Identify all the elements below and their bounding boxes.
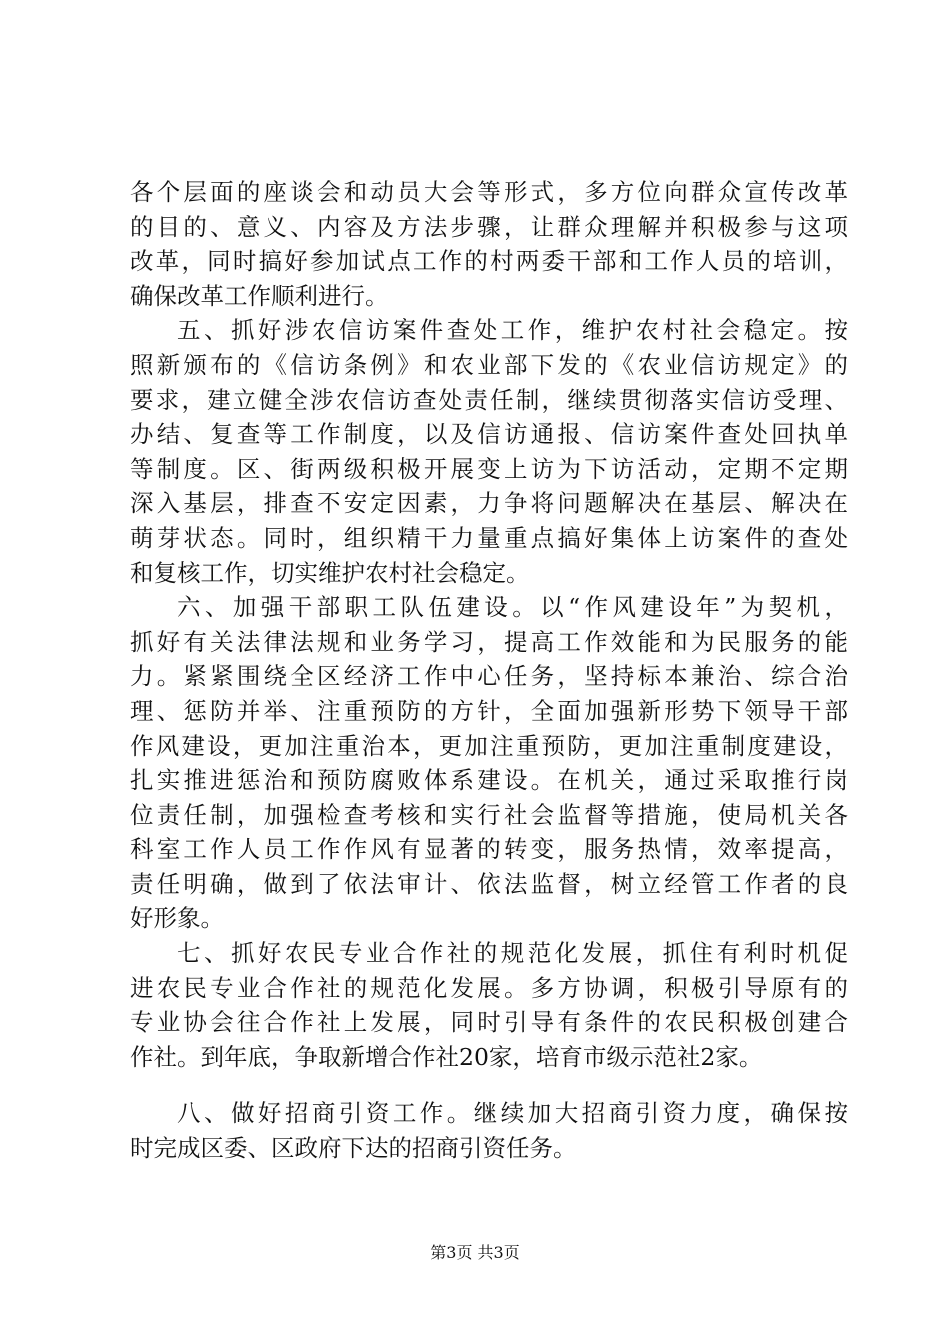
text-line: 要求，建立健全涉农信访查处责任制，继续贯彻落实信访受理、 <box>130 385 848 414</box>
text-line: 改革，同时搞好参加试点工作的村两委干部和工作人员的培训， <box>130 247 848 276</box>
text-line: 作风建设，更加注重治本，更加注重预防，更加注重制度建设， <box>130 731 848 760</box>
text-line: 深入基层，排查不安定因素，力争将问题解决在基层、解决在 <box>130 489 848 518</box>
text-line: 好形象。 <box>130 904 224 933</box>
paragraph-intro-continued <box>130 175 848 313</box>
document-body <box>130 175 848 1166</box>
text-line: 时完成区委、区政府下达的招商引资任务。 <box>130 1134 577 1163</box>
text-line: 八、做好招商引资工作。继续加大招商引资力度，确保按 <box>177 1099 848 1128</box>
text-line: 抓好有关法律法规和业务学习，提高工作效能和为民服务的能 <box>130 627 848 656</box>
text-line: 扎实推进惩治和预防腐败体系建设。在机关，通过采取推行岗 <box>130 766 848 795</box>
paragraph-five <box>130 313 848 590</box>
paragraph-seven <box>130 936 848 1074</box>
text-line: 七、抓好农民专业合作社的规范化发展，抓住有利时机促 <box>177 939 848 968</box>
text-line: 六、加强干部职工队伍建设。以“作风建设年”为契机， <box>177 593 848 622</box>
text-line: 萌芽状态。同时，组织精干力量重点搞好集体上访案件的查处 <box>130 523 848 552</box>
text-line: 位责任制，加强检查考核和实行社会监督等措施，使局机关各 <box>130 800 848 829</box>
paragraph-eight <box>130 1096 848 1165</box>
text-line: 进农民专业合作社的规范化发展。多方协调，积极引导原有的 <box>130 973 848 1002</box>
text-line: 力。紧紧围绕全区经济工作中心任务，坚持标本兼治、综合治 <box>130 662 848 691</box>
text-line: 理、惩防并举、注重预防的方针，全面加强新形势下领导干部 <box>130 696 848 725</box>
text-line: 照新颁布的《信访条例》和农业部下发的《农业信访规定》的 <box>130 350 848 379</box>
text-line: 专业协会往合作社上发展，同时引导有条件的农民积极创建合 <box>130 1008 848 1037</box>
text-line: 和复核工作，切实维护农村社会稳定。 <box>130 558 530 587</box>
text-line: 作社。到年底，争取新增合作社20家，培育市级示范社2家。 <box>130 1042 763 1071</box>
page-number-footer: 第3页 共3页 <box>430 1243 520 1262</box>
text-line: 的目的、意义、内容及方法步骤，让群众理解并积极参与这项 <box>130 212 848 241</box>
text-line: 责任明确，做到了依法审计、依法监督，树立经管工作者的良 <box>130 869 848 898</box>
text-line: 各个层面的座谈会和动员大会等形式，多方位向群众宣传改革 <box>130 178 848 206</box>
text-line: 办结、复查等工作制度，以及信访通报、信访案件查处回执单 <box>130 420 848 449</box>
text-line: 确保改革工作顺利进行。 <box>130 281 389 310</box>
text-line: 科室工作人员工作作风有显著的转变，服务热情，效率提高， <box>130 835 848 864</box>
text-line: 五、抓好涉农信访案件查处工作，维护农村社会稳定。按 <box>177 316 848 345</box>
text-line: 等制度。区、街两级积极开展变上访为下访活动，定期不定期 <box>130 454 848 483</box>
paragraph-spacer <box>130 1074 848 1096</box>
paragraph-six <box>130 590 848 936</box>
